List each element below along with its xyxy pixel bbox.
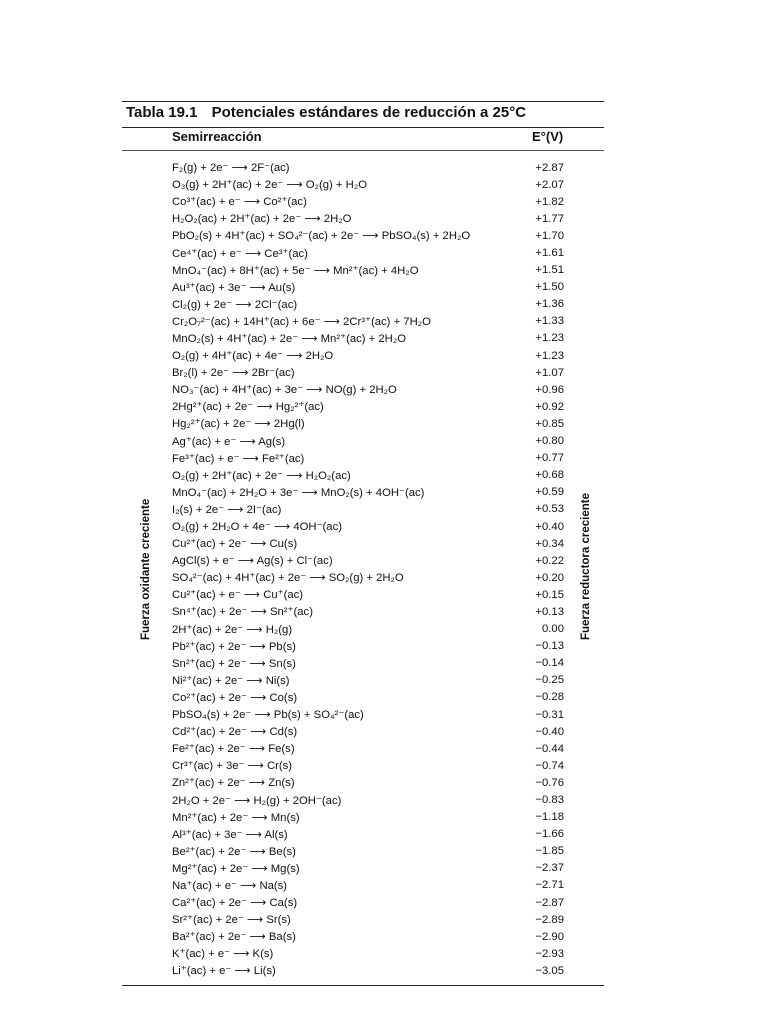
half-reaction: Cu²⁺(ac) + e⁻ ⟶ Cu⁺(ac) xyxy=(172,589,304,602)
table-row xyxy=(172,740,564,757)
potential-value: −0.25 xyxy=(535,674,564,687)
potential-value: −2.93 xyxy=(535,947,564,960)
potential-value: −0.74 xyxy=(535,759,564,772)
table-row xyxy=(172,962,564,979)
table-row xyxy=(172,433,564,450)
table-row xyxy=(172,723,564,740)
half-reaction: O₃(g) + 2H⁺(ac) + 2e⁻ ⟶ O₂(g) + H₂O xyxy=(172,179,367,192)
table-row xyxy=(172,552,564,569)
potential-value: +0.68 xyxy=(535,469,564,482)
half-reaction: Sn⁴⁺(ac) + 2e⁻ ⟶ Sn²⁺(ac) xyxy=(172,606,313,619)
half-reaction: Cl₂(g) + 2e⁻ ⟶ 2Cl⁻(ac) xyxy=(172,298,298,311)
bottom-rule xyxy=(122,985,604,986)
table-row xyxy=(172,535,564,552)
subheader-rule xyxy=(122,150,604,151)
potential-value: −0.44 xyxy=(535,742,564,755)
table-row xyxy=(172,809,564,826)
oxidizing-strength-label: Fuerza oxidante creciente xyxy=(140,498,152,640)
table-row xyxy=(172,176,564,193)
half-reaction: K⁺(ac) + e⁻ ⟶ K(s) xyxy=(172,948,274,961)
half-reaction: Sr²⁺(ac) + 2e⁻ ⟶ Sr(s) xyxy=(172,914,291,927)
potential-value: +1.61 xyxy=(535,247,564,260)
table-row xyxy=(172,279,564,296)
potential-value: −0.31 xyxy=(535,708,564,721)
table-row xyxy=(172,945,564,962)
potential-value: +0.85 xyxy=(535,417,564,430)
potential-value: −0.40 xyxy=(535,725,564,738)
potential-value: +1.07 xyxy=(535,366,564,379)
half-reaction: NO₃⁻(ac) + 4H⁺(ac) + 3e⁻ ⟶ NO(g) + 2H₂O xyxy=(172,384,397,397)
table-row xyxy=(172,911,564,928)
table-row xyxy=(172,364,564,381)
table-row xyxy=(172,313,564,330)
table-row xyxy=(172,791,564,808)
table-row xyxy=(172,330,564,347)
half-reaction: Hg₂²⁺(ac) + 2e⁻ ⟶ 2Hg(l) xyxy=(172,418,305,431)
table-row xyxy=(172,757,564,774)
potential-value: +0.34 xyxy=(535,537,564,550)
table-row xyxy=(172,210,564,227)
potential-value: +1.82 xyxy=(535,195,564,208)
potential-value: −2.37 xyxy=(535,862,564,875)
potential-value: +0.80 xyxy=(535,435,564,448)
table-row xyxy=(172,159,564,176)
half-reaction: 2Hg²⁺(ac) + 2e⁻ ⟶ Hg₂²⁺(ac) xyxy=(172,401,324,414)
half-reaction: Al³⁺(ac) + 3e⁻ ⟶ Al(s) xyxy=(172,828,288,841)
potential-value: +0.59 xyxy=(535,486,564,499)
potential-value: +1.23 xyxy=(535,349,564,362)
table-row xyxy=(172,518,564,535)
table-row xyxy=(172,843,564,860)
table-row xyxy=(172,467,564,484)
half-reaction: Mn²⁺(ac) + 2e⁻ ⟶ Mn(s) xyxy=(172,811,300,824)
table-label: Tabla 19.1 xyxy=(126,104,198,121)
potential-value: +0.22 xyxy=(535,554,564,567)
table-row xyxy=(172,706,564,723)
header-rule xyxy=(122,127,604,128)
half-reaction: Ca²⁺(ac) + 2e⁻ ⟶ Ca(s) xyxy=(172,897,298,910)
half-reaction: Cd²⁺(ac) + 2e⁻ ⟶ Cd(s) xyxy=(172,726,298,739)
table-row xyxy=(172,244,564,261)
half-reaction: Mg²⁺(ac) + 2e⁻ ⟶ Mg(s) xyxy=(172,862,300,875)
potential-value: −1.66 xyxy=(535,828,564,841)
half-reaction: O₂(g) + 4H⁺(ac) + 4e⁻ ⟶ 2H₂O xyxy=(172,350,334,363)
half-reaction: Sn²⁺(ac) + 2e⁻ ⟶ Sn(s) xyxy=(172,657,296,670)
potential-value: +2.07 xyxy=(535,178,564,191)
potential-value: +1.51 xyxy=(535,264,564,277)
half-reaction: Ni²⁺(ac) + 2e⁻ ⟶ Ni(s) xyxy=(172,674,290,687)
table-row xyxy=(172,347,564,364)
potential-value: +1.50 xyxy=(535,281,564,294)
potential-value: +1.70 xyxy=(535,229,564,242)
half-reaction: Li⁺(ac) + e⁻ ⟶ Li(s) xyxy=(172,965,276,978)
half-reaction: Pb²⁺(ac) + 2e⁻ ⟶ Pb(s) xyxy=(172,640,296,653)
half-reaction: Cr³⁺(ac) + 3e⁻ ⟶ Cr(s) xyxy=(172,760,293,773)
half-reaction: Ba²⁺(ac) + 2e⁻ ⟶ Ba(s) xyxy=(172,931,296,944)
potential-value: +1.36 xyxy=(535,298,564,311)
potential-value: −2.71 xyxy=(535,879,564,892)
reaction-table-body xyxy=(172,159,564,980)
half-reaction: Co²⁺(ac) + 2e⁻ ⟶ Co(s) xyxy=(172,691,298,704)
column-header-potential: E°(V) xyxy=(532,129,564,144)
table-row xyxy=(172,193,564,210)
potential-value: −0.14 xyxy=(535,657,564,670)
half-reaction: H₂O₂(ac) + 2H⁺(ac) + 2e⁻ ⟶ 2H₂O xyxy=(172,213,352,226)
table-row xyxy=(172,398,564,415)
half-reaction: Ag⁺(ac) + e⁻ ⟶ Ag(s) xyxy=(172,435,286,448)
table-row xyxy=(172,826,564,843)
potential-value: +1.33 xyxy=(535,315,564,328)
half-reaction: Ce⁴⁺(ac) + e⁻ ⟶ Ce³⁺(ac) xyxy=(172,247,308,260)
potential-value: +0.20 xyxy=(535,571,564,584)
table-row xyxy=(172,603,564,620)
table-row xyxy=(172,928,564,945)
table-row xyxy=(172,586,564,603)
half-reaction: Br₂(l) + 2e⁻ ⟶ 2Br⁻(ac) xyxy=(172,367,295,380)
potential-value: +0.13 xyxy=(535,605,564,618)
potential-value: +1.77 xyxy=(535,212,564,225)
half-reaction: Au³⁺(ac) + 3e⁻ ⟶ Au(s) xyxy=(172,281,296,294)
table-row xyxy=(172,381,564,398)
column-header-half-reaction: Semirreacción xyxy=(172,129,262,144)
potential-value: +0.53 xyxy=(535,503,564,516)
potential-value: −1.85 xyxy=(535,845,564,858)
table-row xyxy=(172,638,564,655)
half-reaction: Co³⁺(ac) + e⁻ ⟶ Co²⁺(ac) xyxy=(172,196,307,209)
potential-value: +2.87 xyxy=(535,161,564,174)
half-reaction: MnO₂(s) + 4H⁺(ac) + 2e⁻ ⟶ Mn²⁺(ac) + 2H₂O xyxy=(172,332,407,345)
potential-value: −1.18 xyxy=(535,811,564,824)
half-reaction: 2H⁺(ac) + 2e⁻ ⟶ H₂(g) xyxy=(172,623,293,636)
half-reaction: MnO₄⁻(ac) + 8H⁺(ac) + 5e⁻ ⟶ Mn²⁺(ac) + 4H₂O xyxy=(172,264,419,277)
half-reaction: Cr₂O₇²⁻(ac) + 14H⁺(ac) + 6e⁻ ⟶ 2Cr³⁺(ac) + 7H₂O xyxy=(172,315,431,328)
potential-value: −0.76 xyxy=(535,776,564,789)
potential-value: +0.15 xyxy=(535,588,564,601)
potential-value: −2.87 xyxy=(535,896,564,909)
table-caption: Potenciales estándares de reducción a 25°C xyxy=(211,104,527,121)
half-reaction: AgCl(s) + e⁻ ⟶ Ag(s) + Cl⁻(ac) xyxy=(172,555,333,568)
half-reaction: PbO₂(s) + 4H⁺(ac) + SO₄²⁻(ac) + 2e⁻ ⟶ PbSO₄(s) + 2H₂O xyxy=(172,230,471,243)
top-rule xyxy=(122,101,604,102)
half-reaction: Cu²⁺(ac) + 2e⁻ ⟶ Cu(s) xyxy=(172,538,298,551)
potential-value: −2.90 xyxy=(535,930,564,943)
half-reaction: Na⁺(ac) + e⁻ ⟶ Na(s) xyxy=(172,879,288,892)
potential-value: −2.89 xyxy=(535,913,564,926)
reducing-strength-label: Fuerza reductora creciente xyxy=(580,492,592,640)
half-reaction: F₂(g) + 2e⁻ ⟶ 2F⁻(ac) xyxy=(172,162,290,175)
potential-value: +1.23 xyxy=(535,332,564,345)
table-row xyxy=(172,689,564,706)
potential-value: −3.05 xyxy=(535,964,564,977)
table-row xyxy=(172,672,564,689)
half-reaction: Fe²⁺(ac) + 2e⁻ ⟶ Fe(s) xyxy=(172,743,295,756)
table-row xyxy=(172,296,564,313)
potential-value: −0.28 xyxy=(535,691,564,704)
potential-value: −0.83 xyxy=(535,794,564,807)
table-row xyxy=(172,877,564,894)
half-reaction: Zn²⁺(ac) + 2e⁻ ⟶ Zn(s) xyxy=(172,777,295,790)
table-row xyxy=(172,484,564,501)
half-reaction: I₂(s) + 2e⁻ ⟶ 2I⁻(ac) xyxy=(172,503,282,516)
half-reaction: 2H₂O + 2e⁻ ⟶ H₂(g) + 2OH⁻(ac) xyxy=(172,794,342,807)
potential-value: +0.96 xyxy=(535,383,564,396)
table-row xyxy=(172,262,564,279)
half-reaction: O₂(g) + 2H⁺(ac) + 2e⁻ ⟶ H₂O₂(ac) xyxy=(172,469,351,482)
table-row xyxy=(172,621,564,638)
table-row xyxy=(172,774,564,791)
half-reaction: SO₄²⁻(ac) + 4H⁺(ac) + 2e⁻ ⟶ SO₂(g) + 2H₂O xyxy=(172,572,404,585)
table-row xyxy=(172,860,564,877)
table-row xyxy=(172,569,564,586)
half-reaction: Fe³⁺(ac) + e⁻ ⟶ Fe²⁺(ac) xyxy=(172,452,305,465)
potential-value: −0.13 xyxy=(535,640,564,653)
table-row xyxy=(172,227,564,244)
table-row xyxy=(172,655,564,672)
table-row xyxy=(172,450,564,467)
potential-value: +0.77 xyxy=(535,452,564,465)
half-reaction: MnO₄⁻(ac) + 2H₂O + 3e⁻ ⟶ MnO₂(s) + 4OH⁻(ac) xyxy=(172,486,425,499)
potential-value: +0.40 xyxy=(535,520,564,533)
table-row xyxy=(172,501,564,518)
table-title xyxy=(122,104,526,121)
potential-value: 0.00 xyxy=(542,623,564,636)
table-row xyxy=(172,894,564,911)
half-reaction: O₂(g) + 2H₂O + 4e⁻ ⟶ 4OH⁻(ac) xyxy=(172,521,342,534)
half-reaction: PbSO₄(s) + 2e⁻ ⟶ Pb(s) + SO₄²⁻(ac) xyxy=(172,709,364,722)
potential-value: +0.92 xyxy=(535,400,564,413)
table-row xyxy=(172,415,564,432)
half-reaction: Be²⁺(ac) + 2e⁻ ⟶ Be(s) xyxy=(172,845,296,858)
